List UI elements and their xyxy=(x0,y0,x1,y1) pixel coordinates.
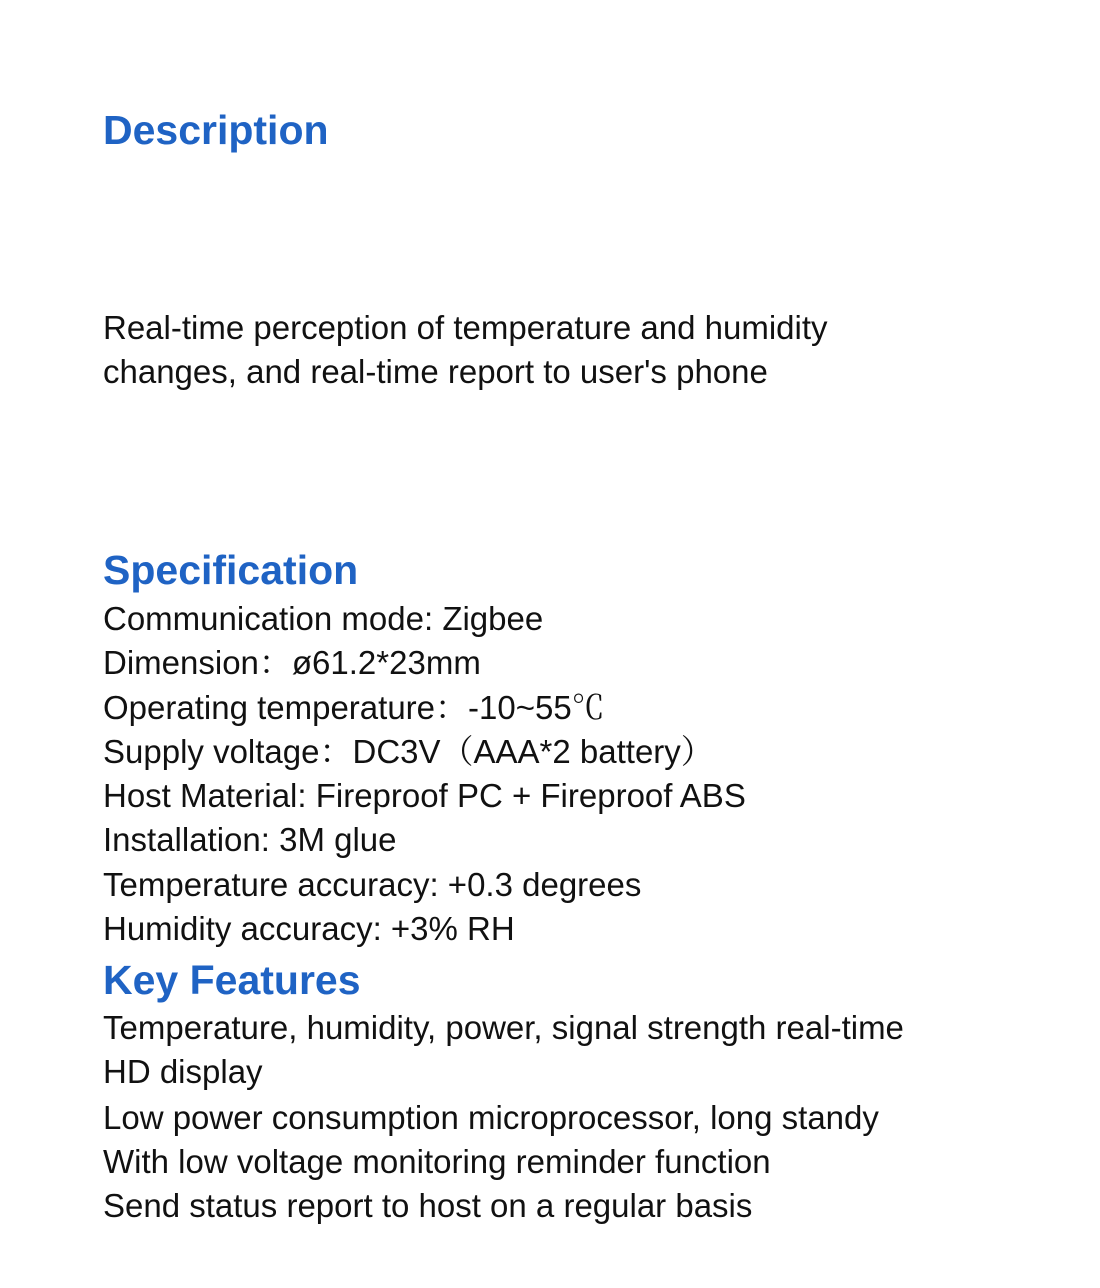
spec-supply-voltage: Supply voltage：DC3V（AAA*2 battery） xyxy=(103,732,714,770)
description-line: changes, and real-time report to user's phone xyxy=(103,353,768,390)
spec-dimension: Dimension：ø61.2*23mm xyxy=(103,644,481,682)
specification-heading: Specification xyxy=(103,547,359,593)
feature-item: Send status report to host on a regular basis xyxy=(103,1187,753,1224)
key-features-heading: Key Features xyxy=(103,957,361,1003)
spec-installation: Installation: 3M glue xyxy=(103,821,397,859)
description-heading: Description xyxy=(103,107,329,153)
spec-temperature-accuracy: Temperature accuracy: +0.3 degrees xyxy=(103,865,642,903)
description-text xyxy=(103,306,828,394)
key-features-list xyxy=(103,1006,904,1228)
spec-communication-mode: Communication mode: Zigbee xyxy=(103,600,544,637)
feature-item: Low power consumption microprocessor, long standy xyxy=(103,1099,879,1136)
specification-list xyxy=(103,597,746,951)
feature-item: HD display xyxy=(103,1053,263,1090)
spec-host-material: Host Material: Fireproof PC + Fireproof ABS xyxy=(103,777,746,815)
description-line: Real-time perception of temperature and humidity xyxy=(103,309,828,346)
feature-item: Temperature, humidity, power, signal strength real-time xyxy=(103,1009,904,1046)
spec-operating-temperature: Operating temperature：-10~55℃ xyxy=(103,688,605,726)
spec-humidity-accuracy: Humidity accuracy: +3% RH xyxy=(103,910,515,948)
feature-item: With low voltage monitoring reminder function xyxy=(103,1143,771,1180)
